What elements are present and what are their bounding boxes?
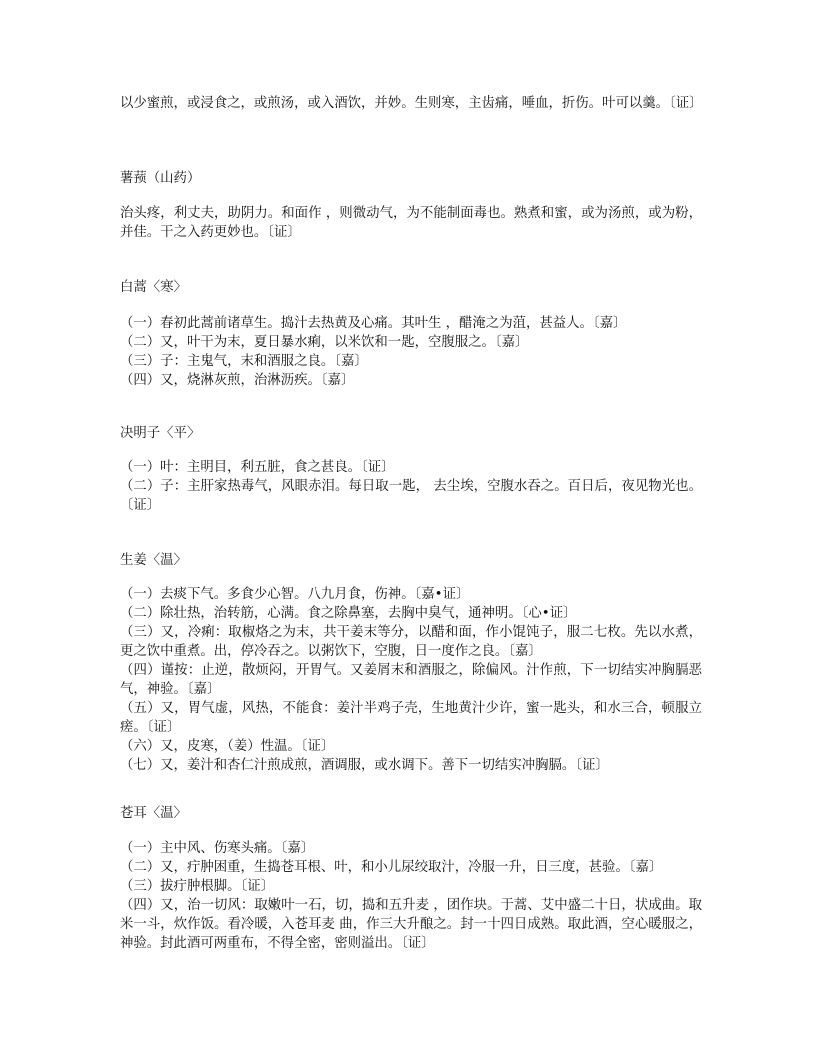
heading-text: 薯蓣（山药）: [120, 171, 201, 186]
text-line: （七）又，姜汁和杏仁汁煎成煎，酒调服，或水调下。善下一切结实冲胸膈。〔证〕: [120, 758, 609, 773]
section-heading: [120, 169, 702, 188]
text-line: （二）除壮热，治转筋，心满。食之除鼻塞，去胸中臭气，通神明。〔心•证〕: [120, 606, 577, 621]
paragraph: [120, 458, 702, 515]
text-line: （一）主中风、伤寒头痛。〔嘉〕: [120, 841, 315, 856]
section-heading: [120, 551, 702, 570]
paragraph: [120, 314, 702, 390]
paragraph: [120, 94, 702, 113]
paragraph: [120, 839, 702, 953]
text-line: （一）去痰下气。多食少心智。八九月食，伤神。〔嘉•证〕: [120, 587, 470, 602]
text-line: 治头疼，利丈夫，助阴力。和面作 ，则微动气，为不能制面毒也。熟煮和蜜，或为汤煎，或为粉，并佳。干之入药更妙也。〔证〕: [120, 206, 702, 240]
text-line: 以少蜜煎，或浸食之，或煎汤，或入酒饮，并妙。生则寒，主齿痛，唾血，折伤。叶可以羹。〔证〕: [120, 96, 703, 111]
text-line: （四）谨按：止逆，散烦闷，开胃气。又姜屑末和酒服之，除偏风。汁作煎，下一切结实冲胸膈恶气，神验。〔嘉〕: [120, 663, 702, 697]
text-line: （五）又，胃气虚，风热，不能食：姜汁半鸡子壳，生地黄汁少许，蜜一匙头，和水三合，顿服立瘥。〔证〕: [120, 701, 702, 735]
text-line: （一）春初此蒿前诸草生。捣汁去热黄及心痛。其叶生 ，醋淹之为菹，甚益人。〔嘉〕: [120, 316, 627, 331]
paragraph: [120, 585, 702, 775]
text-line: （四）又，烧淋灰煎，治淋沥疾。〔嘉〕: [120, 373, 355, 388]
text-line: （二）又，疔肿困重，生捣苍耳根、叶，和小儿尿绞取汁，冷服一升，日三度，甚验。〔嘉〕: [120, 860, 663, 875]
heading-text: 苍耳〈温〉: [120, 806, 187, 821]
section-heading: [120, 424, 702, 443]
paragraph: [120, 204, 702, 242]
section-heading: [120, 804, 702, 823]
section-heading: [120, 278, 702, 297]
text-line: （四）又，治一切风：取嫩叶一石，切，捣和五升麦 ，团作块。于蒿、艾中盛二十日，状成曲。取米一斗，炊作饭。看冷暖，入苍耳麦 曲，作三大升酿之。封一十四日成熟。取此酒，空心暖服之，神验。封此酒可两重布，不得全密，密则溢出。〔证〕: [120, 898, 702, 951]
text-line: （二）又，叶干为末，夏日暴水痢，以米饮和一匙，空腹服之。〔嘉〕: [120, 335, 529, 350]
text-line: （三）又，冷痢：取椒烙之为末，共干姜末等分，以醋和面，作小馄饨子，服二七枚。先以水煮，更之饮中重煮。出，停冷吞之。以粥饮下，空腹，日一度作之良。〔嘉〕: [120, 625, 702, 659]
heading-text: 生姜〈温〉: [120, 553, 187, 568]
heading-text: 白蒿〈寒〉: [120, 280, 187, 295]
text-line: （三）子：主鬼气，末和酒服之良。〔嘉〕: [120, 354, 368, 369]
text-line: （二）子：主肝家热毒气，风眼赤泪。每日取一匙， 去尘埃，空腹水吞之。百日后，夜见物光也。〔证〕: [120, 479, 702, 513]
text-line: （一）叶：主明目，利五脏，食之甚良。〔证〕: [120, 460, 395, 475]
text-line: （六）又，皮寒，（姜）性温。〔证〕: [120, 739, 335, 754]
text-line: （三）拔疔肿根脚。〔证〕: [120, 879, 274, 894]
heading-text: 决明子〈平〉: [120, 426, 201, 441]
